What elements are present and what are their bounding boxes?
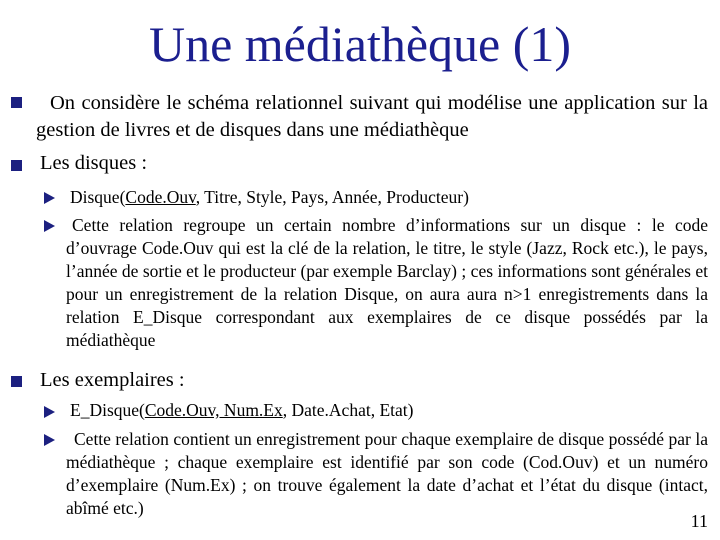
- square-bullet-icon: [11, 160, 22, 171]
- disques-heading: Les disques :: [40, 152, 148, 174]
- primary-key: Code.Ouv, Num.Ex: [144, 400, 283, 420]
- triangle-bullet-icon: [44, 192, 55, 204]
- primary-key: Code.Ouv: [125, 187, 196, 207]
- page-number: 11: [690, 511, 708, 531]
- square-bullet-icon: [11, 97, 22, 108]
- slide-title: Une médiathèque (1): [148, 16, 572, 72]
- schema-prefix: E_Disque(: [70, 400, 145, 420]
- triangle-bullet-icon: [44, 220, 55, 232]
- square-bullet-icon: [11, 376, 22, 387]
- schema-prefix: Disque(: [70, 187, 126, 207]
- triangle-bullet-icon: [44, 406, 55, 418]
- triangle-bullet-icon: [44, 434, 55, 446]
- schema-rest: , Titre, Style, Pays, Année, Producteur): [195, 187, 469, 207]
- edisque-schema: [70, 399, 710, 422]
- intro-paragraph: On considère le schéma relationnel suivant qui modélise une application sur la gestion de livres et de disques dans une médiathèque: [36, 92, 708, 141]
- exemplaires-heading: Les exemplaires :: [40, 369, 185, 391]
- edisque-description: Cette relation contient un enregistrement pour chaque exemplaire de disque possédé par la médiathèque ; chaque exemplaire est identifié par son code (Cod.Ouv) et un numéro d’exemplaire (Num.Ex) ; on trouve également la date d’achat et l’état du disque (intact, abîmé etc.): [66, 429, 708, 518]
- disque-description: Cette relation regroupe un certain nombre d’informations sur un disque : le code d’ouvrage Code.Ouv qui est la clé de la relation, le titre, le style (Jazz, Rock etc.), le pays, l’année de sortie et le producteur (par exemple Barclay) ; ces informations sont générales et pour un enregistrement de la relation Disque, on aura aura n>1 enregistrements dans la relation E_Disque correspondant aux exemplaires de ce disque possédés par la médiathèque: [66, 215, 708, 350]
- disque-schema: [70, 186, 710, 209]
- schema-rest: , Date.Achat, Etat): [282, 400, 414, 420]
